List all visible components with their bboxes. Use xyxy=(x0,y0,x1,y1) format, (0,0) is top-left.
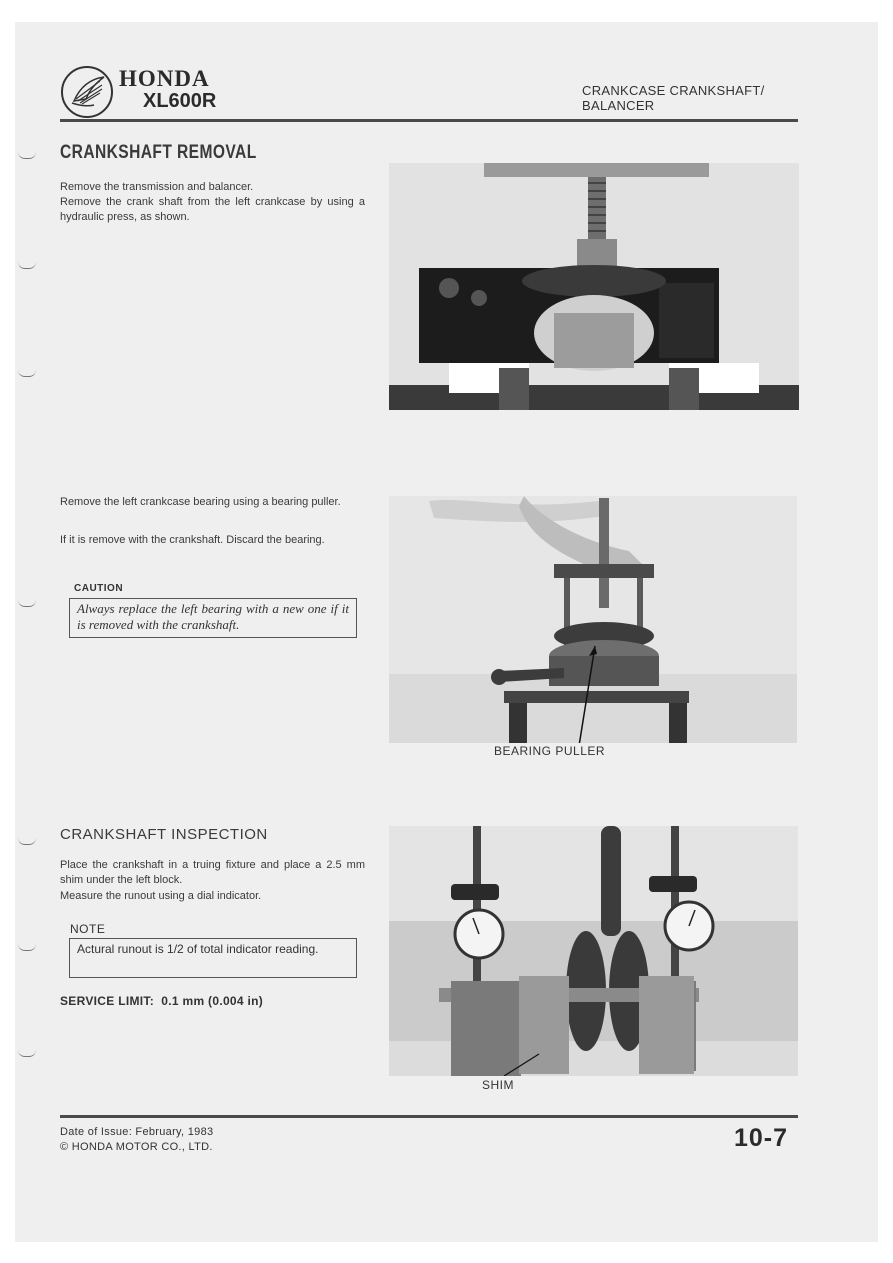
section-title-line1: CRANKCASE CRANKSHAFT/ xyxy=(582,83,765,98)
bearing-puller-label: BEARING PULLER xyxy=(494,744,606,758)
note-text: Actural runout is 1/2 of total indicator reading. xyxy=(77,942,319,956)
copyright: © HONDA MOTOR CO., LTD. xyxy=(60,1141,213,1153)
note-box xyxy=(69,938,357,978)
model-name: XL600R xyxy=(143,90,217,112)
service-limit: SERVICE LIMIT: 0.1 mm (0.004 in) xyxy=(60,994,264,1008)
bearing-step-2: If it is remove with the crankshaft. Discard the bearing. xyxy=(60,534,325,546)
hydraulic-press-photo xyxy=(389,163,799,410)
date-of-issue: Date of Issue: February, 1983 xyxy=(60,1126,214,1138)
bearing-puller-photo xyxy=(389,496,797,743)
caution-label: CAUTION xyxy=(74,583,124,594)
inspection-step-2: Measure the runout using a dial indicator. xyxy=(60,890,262,902)
honda-wing-logo xyxy=(60,65,114,124)
section-title-line2: BALANCER xyxy=(582,98,655,113)
removal-heading: CRANKSHAFT REMOVAL xyxy=(60,142,257,163)
caution-text: Always replace the left bearing with a new one if it is removed with the crankshaft. xyxy=(77,601,349,632)
note-label: NOTE xyxy=(70,922,106,936)
removal-step-1: Remove the transmission and balancer. xyxy=(60,181,254,193)
brand-name: HONDA xyxy=(119,66,210,91)
truing-fixture-photo xyxy=(389,826,798,1076)
header-rule xyxy=(60,119,798,122)
page-number: 10-7 xyxy=(734,1124,789,1152)
inspection-step-1: Place the crankshaft in a truing fixture and place a 2.5 mm shim under the left block. xyxy=(60,859,365,886)
bearing-step-1: Remove the left crankcase bearing using a bearing puller. xyxy=(60,496,341,508)
removal-step-2: Remove the crank shaft from the left crankcase by using a hydraulic press, as shown. xyxy=(60,196,365,223)
caution-box xyxy=(69,598,357,638)
shim-label: SHIM xyxy=(482,1078,514,1092)
inspection-heading: CRANKSHAFT INSPECTION xyxy=(60,826,268,843)
footer-rule xyxy=(60,1115,798,1118)
